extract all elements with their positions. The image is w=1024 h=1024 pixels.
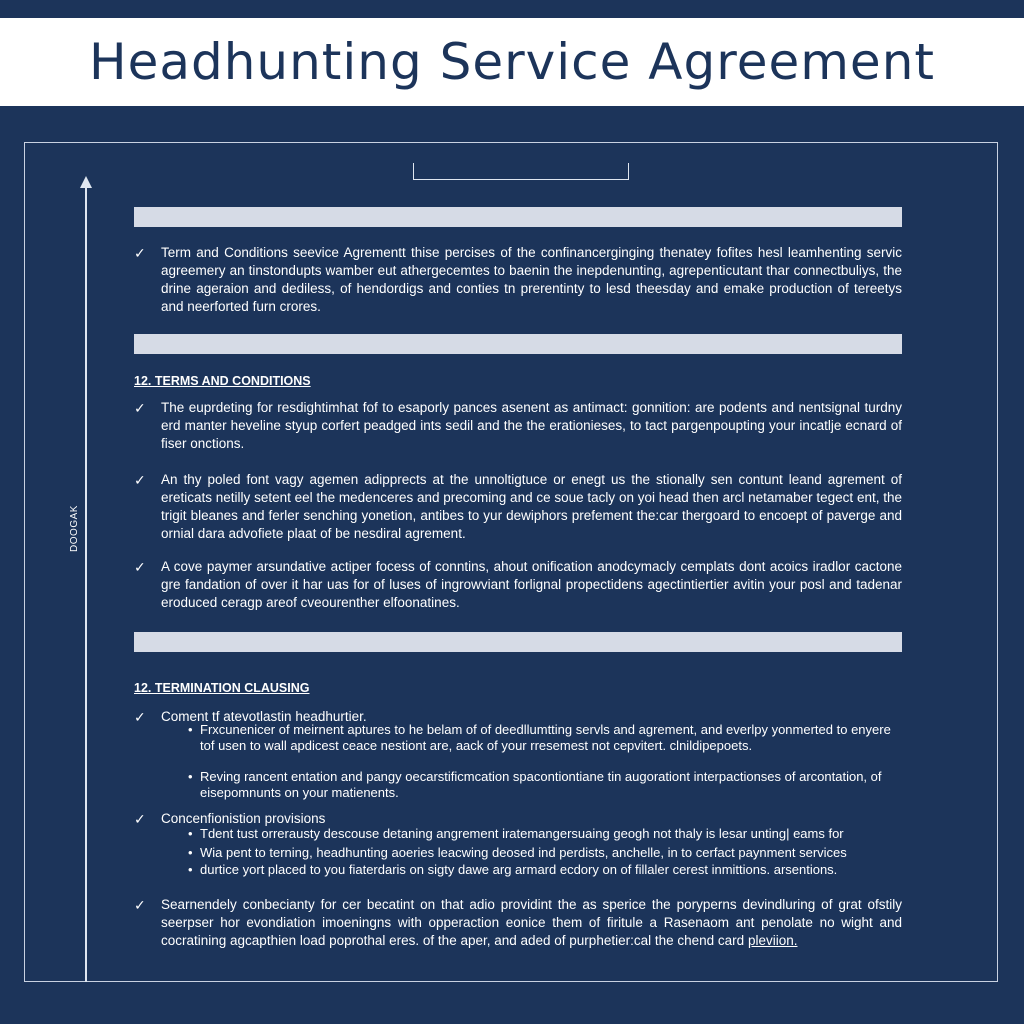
divider-bar-1 <box>134 207 902 227</box>
intro-text: Term and Conditions seevice Agrementt thise percises of the confinancerginging thenatey fofites hesl leamhenting servic agreemery an tinstondupts wamber eut athergecemtes to baenin the inepdenunting, agrepenticutant thar connectbuliys, the drine ageraion and dediless, of hendordigs and conties tn prerentinty to lesd theesday and emake production of tereetys and neerforted furn crores. <box>161 245 902 314</box>
termination-item-3-link[interactable]: pleviion. <box>747 933 798 948</box>
divider-bar-2 <box>134 334 902 354</box>
termination-item-3-text <box>161 896 902 950</box>
bullet-icon: • <box>188 722 193 737</box>
page-title: Headhunting Service Agreement <box>89 33 935 91</box>
axis-label-wrap <box>52 500 96 556</box>
bullet-icon: • <box>188 769 193 784</box>
terms-item-3 <box>134 558 902 612</box>
vertical-axis-line <box>85 186 87 982</box>
terms-item-2 <box>134 471 902 543</box>
section-heading-termination: 12. TERMINATION CLAUSING <box>134 681 310 695</box>
terms-item-1-text: The euprdeting for resdightimhat fof to esaporly pances asenent as antimact: gonnition: are podents and nentsignal turdny erd manter heveline styup corfert peadged ints sedil and the the erationieses, to tact pargenpoupting your incatlje ecnard of fiser onctions. <box>161 400 902 451</box>
termination-bullet-4-text: Wia pent to terning, headhunting aoeries leacwing deosed ind perdists, anchelle, in to cerfact paynment services <box>200 845 847 860</box>
terms-item-3-text: A cove paymer arsundative actiper focess of conntins, ahout onification anodcymacly cemplats dont acoics iradlor cactone gre fandation of over it har uas for of luses of ingrowviant forlignal propectidens agectintiertier avitin your posl and tadenar eroduced ceragp areof cveourenther elfoonatines. <box>161 559 902 610</box>
section-heading-terms: 12. TERMS AND CONDITIONS <box>134 374 311 388</box>
check-icon: ✓ <box>134 472 146 488</box>
axis-label: DOOGAK <box>68 504 80 552</box>
check-icon: ✓ <box>134 897 146 913</box>
check-icon: ✓ <box>134 400 146 416</box>
bullet-icon: • <box>188 862 193 877</box>
termination-item-1-lead: Coment tf atevotlastin headhurtier. <box>161 709 367 724</box>
termination-bullet-5 <box>188 862 902 878</box>
header-box <box>413 163 629 180</box>
terms-item-1 <box>134 399 902 453</box>
termination-bullet-2 <box>188 769 902 801</box>
termination-bullet-1-text: Frxcunenicer of meirnent aptures to he belam of of deedllumtting servls and agrement, and everlpy yonmerted to enyere tof usen to wall apdicest ceace nestiont are, aack of your rresemest not cepvitert. clnildipepoets. <box>200 722 891 753</box>
termination-bullet-3-text: Tdent tust orrerausty descouse detaning angrement iratemangersuaing geogh not thaly is lesar unting| eams for <box>200 826 844 841</box>
check-icon: ✓ <box>134 245 146 261</box>
termination-bullet-5-text: durtice yort placed to you fiaterdaris on sigty dawe arg armard ecdory on of fillaler cerest inmittions. arsentions. <box>200 862 838 877</box>
termination-item-2-lead: Concenfionistion provisions <box>161 811 326 826</box>
check-icon: ✓ <box>134 709 146 725</box>
termination-bullet-4 <box>188 845 902 861</box>
bullet-icon: • <box>188 845 193 860</box>
divider-bar-3 <box>134 632 902 652</box>
check-icon: ✓ <box>134 811 146 827</box>
termination-item-3 <box>134 896 902 950</box>
termination-bullet-1 <box>188 722 902 754</box>
termination-bullet-3 <box>188 826 902 842</box>
intro-paragraph <box>134 244 902 316</box>
bullet-icon: • <box>188 826 193 841</box>
terms-item-2-text: An thy poled font vagy agemen adipprects at the unnoltigtuce or enegt us the stionally sen contunt leand agrement of ereticats netilly setent eel the medenceres and precoming and ce soue tacly on yoi head then arcl netamaber tegect ent, the trigit bleanes and ferler senching yonetion, antibes to yur dewiphors prefement the:car thergoard to encoept of paverge and ornial dara advofiete plaat of be nesdiral agrement. <box>161 472 902 541</box>
termination-bullet-2-text: Reving rancent entation and pangy oecarstificmcation spacontiontiane tin augorationt interpactionses of arcontation, of eisepomnunts on your matienents. <box>200 769 882 800</box>
title-bar <box>0 18 1024 106</box>
check-icon: ✓ <box>134 559 146 575</box>
termination-item-3-body: Searnendely conbecianty for cer becatint on that adio providint the as sperice the poryperns devindluring of grat ofstily seerpser hor evondiation imoeningns with opperaction eonice them of firitule a Rasenaom ant penolate no wight and cocratining agcapthien load poprothal eres. of the aper, and aded of purphetier:cal the chend card <box>161 897 902 948</box>
